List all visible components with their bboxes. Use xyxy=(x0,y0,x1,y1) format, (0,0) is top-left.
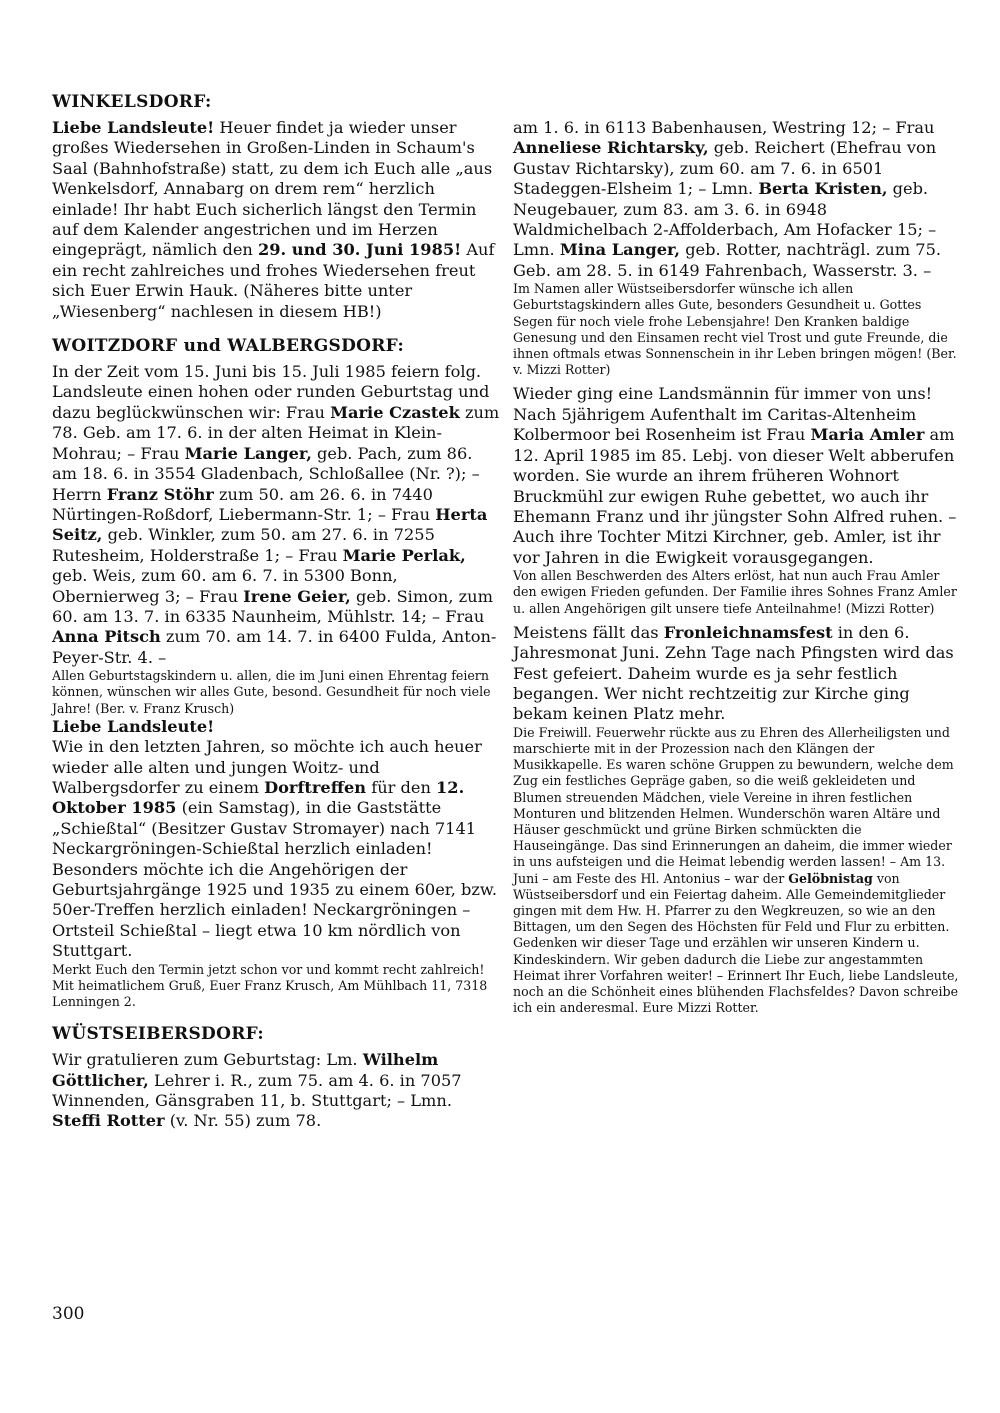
text: In der Zeit vom 15. Juni bis 15. Juli 1985 feiern folg. Landsleute einen hohen oder runden Geburtstag und dazu beglückwünschen wir: Frau xyxy=(52,362,490,422)
woitzdorf-wishes: Allen Geburtstagskindern u. allen, die im Juni einen Ehrentag feiern können, wünschen wir alles Gute, besond. Gesundheit für noch viele Jahre! (Ber. v. Franz Krusch) xyxy=(52,668,491,716)
woitzdorf-invitation xyxy=(52,737,502,961)
greeting: Liebe Landsleute! xyxy=(52,118,215,137)
text: von Wüstseibersdorf und ein Feiertag daheim. Alle Gemeindemitglieder gingen mit dem Hw. H. Pfarrer zu den Wegkreuzen, so wie an den Bittagen, um den Segen des Höchsten für Feld und Flur zu erbitten. Gedenken wir dieser Tage und erzählen wir unseren Kindern u. Kindeskindern. Wir geben dadurch die Liebe zur angestammten Heimat ihrer Vorfahren weiter! – Erinnert Ihr Euch, liebe Landsleute, noch an die Schönheit eines blühenden Flachsfeldes? Davon schreibe ich ein anderesmal. Eure Mizzi Rotter. xyxy=(513,870,959,1016)
text: Die Freiwill. Feuerwehr rückte aus zu Ehren des Allerheiligsten und marschierte mit in der Prozession nach den Klängen der Musikkapelle. Es waren schöne Gruppen zu bewundern, welche dem Zug ein festliches Gepräge gaben, so die weiß gekleideten und Blumen streuenden Mädchen, viele Vereine in ihren festlichen Monturen und blitzenden Helmen. Wunderschön waren Altäre und Häuser geschmückt und grüne Birken schmückten die Hauseingänge. Das sind Erinnerungen an daheim, die immer wieder in uns aufsteigen und die Heimat lebendig werden lassen! – Am 13. Juni – am Feste des Hl. Antonius – war der xyxy=(513,724,954,886)
text: (ein Samstag), in die Gaststätte „Schießtal“ (Besitzer Gustav Stromayer) nach 7141 Neckargröningen-Schießtal herzlich einladen! Besonders möchte ich die Angehörigen der Geburtsjahrgänge 1925 und 1935 zu einem 60er, bzw. 50er-Treffen herzlich einladen! Neckargröningen – Ortsteil Schießtal – liegt etwa 10 km nördlich von Stuttgart. xyxy=(52,798,498,961)
person-name: Wilhelm Göttlicher, xyxy=(52,1050,439,1090)
person-name: Anneliese Richtarsky, xyxy=(513,138,709,158)
page-number: 300 xyxy=(52,1304,85,1324)
event-date: 12. Oktober 1985 xyxy=(52,777,465,818)
fronleichnam-intro xyxy=(513,623,959,725)
heading-wuestseibersdorf: WÜSTSEIBERSDORF: xyxy=(52,1024,264,1045)
text: geb. Pach, zum 86. am 18. 6. in 3554 Gladenbach, Schloßallee (Nr. ?); – Herrn xyxy=(52,443,480,504)
text: Lehrer i. R., zum 75. am 4. 6. in 7057 Winnenden, Gänsgraben 11, b. Stuttgart; – Lmn. xyxy=(52,1070,462,1111)
obituary xyxy=(513,384,959,568)
person-name: Herta Seitz, xyxy=(52,504,488,545)
text: Wieder ging eine Landsmännin für immer von uns! Nach 5jährigem Aufenthalt im Caritas-Altenheim Kolbermoor bei Rosenheim ist Frau xyxy=(513,384,933,445)
person-name: Mina Langer, xyxy=(559,240,681,260)
event-name: Dorftreffen xyxy=(264,777,367,797)
text: geb. Weis, zum 60. am 6. 7. in 5300 Bonn, Obernierweg 3; – Frau xyxy=(52,566,398,606)
woitzdorf-birthdays xyxy=(52,362,502,668)
event-name: Fronleichnamsfest xyxy=(663,622,833,642)
person-name: Marie Perlak, xyxy=(342,545,466,565)
wuestseibersdorf-wishes: Im Namen aller Wüstseibersdorfer wünsche ich allen Geburtstagskindern alles Gute, besonders Gesundheit u. Gottes Segen für noch viele frohe Lebensjahre! Den Kranken baldige Genesung und den Einsamen recht viel Trost und gute Freunde, die ihnen oftmals etwas Sonnenschein in ihr Leben bringen mögen! (Ber. v. Mizzi Rotter) xyxy=(513,281,957,378)
wuestseibersdorf-birthdays-part2 xyxy=(513,118,959,281)
event-name: Gelöbnistag xyxy=(788,870,873,886)
heading-winkelsdorf: WINKELSDORF: xyxy=(52,92,212,112)
text: am 1. 6. in 6113 Babenhausen, Westring 12; – Frau xyxy=(513,118,935,137)
winkelsdorf-paragraph xyxy=(52,118,502,322)
text: Auf ein recht zahlreiches und frohes Wiedersehen freut sich Euer Erwin Hauk. (Näheres bitte unter „Wiesenberg“ nachlesen in diesem HB!) xyxy=(52,240,495,321)
left-column xyxy=(52,92,502,1132)
person-name: Marie Langer, xyxy=(184,443,312,463)
event-date: 29. und 30. Juni 1985! xyxy=(257,240,462,260)
text: geb. Rotter, nachträgl. zum 75. Geb. am 28. 5. in 6149 Fahrenbach, Wasserstr. 3. – xyxy=(513,240,942,280)
text: zum 50. am 26. 6. in 7440 Nürtingen-Roßdorf, Liebermann-Str. 1; – Frau xyxy=(52,484,436,524)
text: geb. Neugebauer, zum 83. am 3. 6. in 6948 Waldmichelbach 2-Affolderbach, Am Hofacker 15; – Lmn. xyxy=(513,179,937,260)
person-name: Marie Czastek xyxy=(330,402,460,422)
woitzdorf-signoff: Merkt Euch den Termin jetzt schon vor und kommt recht zahlreich! Mit heimatlichem Gruß, Euer Franz Krusch, Am Mühlbach 11, 7318 Lenningen 2. xyxy=(52,961,488,1010)
obituary-condolence: Von allen Beschwerden des Alters erlöst, hat nun auch Frau Amler den ewigen Frieden gefunden. Der Familie ihres Sohnes Franz Amler u. allen Angehörigen gilt unsere tiefe Anteilnahme! (Mizzi Rotter) xyxy=(513,568,957,616)
text: geb. Winkler, zum 50. am 27. 6. in 7255 Rutesheim, Holderstraße 1; – Frau xyxy=(52,525,435,565)
text: Meistens fällt das xyxy=(513,622,664,642)
person-name: Berta Kristen, xyxy=(758,179,888,199)
text: Wie in den letzten Jahren, so möchte ich auch heuer wieder alle alten und jungen Woitz- und Walbergsdorfer zu einem xyxy=(52,737,482,797)
text: für den xyxy=(366,777,437,797)
person-name: Maria Amler xyxy=(810,425,925,445)
text: Wir gratulieren zum Geburtstag: Lm. xyxy=(52,1050,363,1070)
text: zum 78. Geb. am 17. 6. in der alten Heimat in Klein-Mohrau; – Frau xyxy=(52,402,500,463)
right-column xyxy=(513,118,959,1016)
wuestseibersdorf-birthdays-part1 xyxy=(52,1050,502,1132)
person-name: Franz Stöhr xyxy=(106,484,214,504)
fronleichnam-story xyxy=(513,725,959,1017)
text: geb. Reichert (Ehefrau von Gustav Richtarsky), zum 60. am 7. 6. in 6501 Stadeggen-Elsheim 1; – Lmn. xyxy=(513,138,937,199)
text: zum 70. am 14. 7. in 6400 Fulda, Anton-Peyer-Str. 4. – xyxy=(52,627,497,667)
text: am 12. April 1985 im 85. Lebj. von dieser Welt abberufen worden. Sie wurde an ihrem früheren Wohnort Bruckmühl zur ewigen Ruhe gebettet, wo auch ihr Ehemann Franz und ihr jüngster Sohn Alfred ruhen. – Auch ihre Tochter Mitzi Kirchner, geb. Amler, ist ihr vor Jahren in die Ewigkeit vorausgegangen. xyxy=(513,425,957,567)
person-name: Steffi Rotter xyxy=(52,1111,165,1131)
text: Heuer findet ja wieder unser großes Wiedersehen in Großen-Linden in Schaum's Saal (Bahnhofstraße) statt, zu dem ich Euch alle „aus Wenkelsdorf, Annabarg on drem rem“ herzlich einlade! Ihr habt Euch sicherlich längst den Termin auf dem Kalender angestrichen und im Herzen eingeprägt, nämlich den xyxy=(52,118,493,260)
person-name: Irene Geier, xyxy=(243,586,351,606)
text: geb. Simon, zum 60. am 13. 7. in 6335 Naunheim, Mühlstr. 14; – Frau xyxy=(52,586,493,626)
greeting: Liebe Landsleute! xyxy=(52,716,215,736)
text: in den 6. Jahresmonat Juni. Zehn Tage nach Pfingsten wird das Fest gefeiert. Daheim wurde es ja sehr festlich begangen. Wer nicht rechtzeitig zur Kirche ging bekam keinen Platz mehr. xyxy=(513,622,954,724)
text: (v. Nr. 55) zum 78. xyxy=(164,1111,322,1131)
woitzdorf-greeting xyxy=(52,717,502,737)
heading-woitzdorf: WOITZDORF und WALBERGSDORF: xyxy=(52,336,405,357)
person-name: Anna Pitsch xyxy=(52,627,161,647)
